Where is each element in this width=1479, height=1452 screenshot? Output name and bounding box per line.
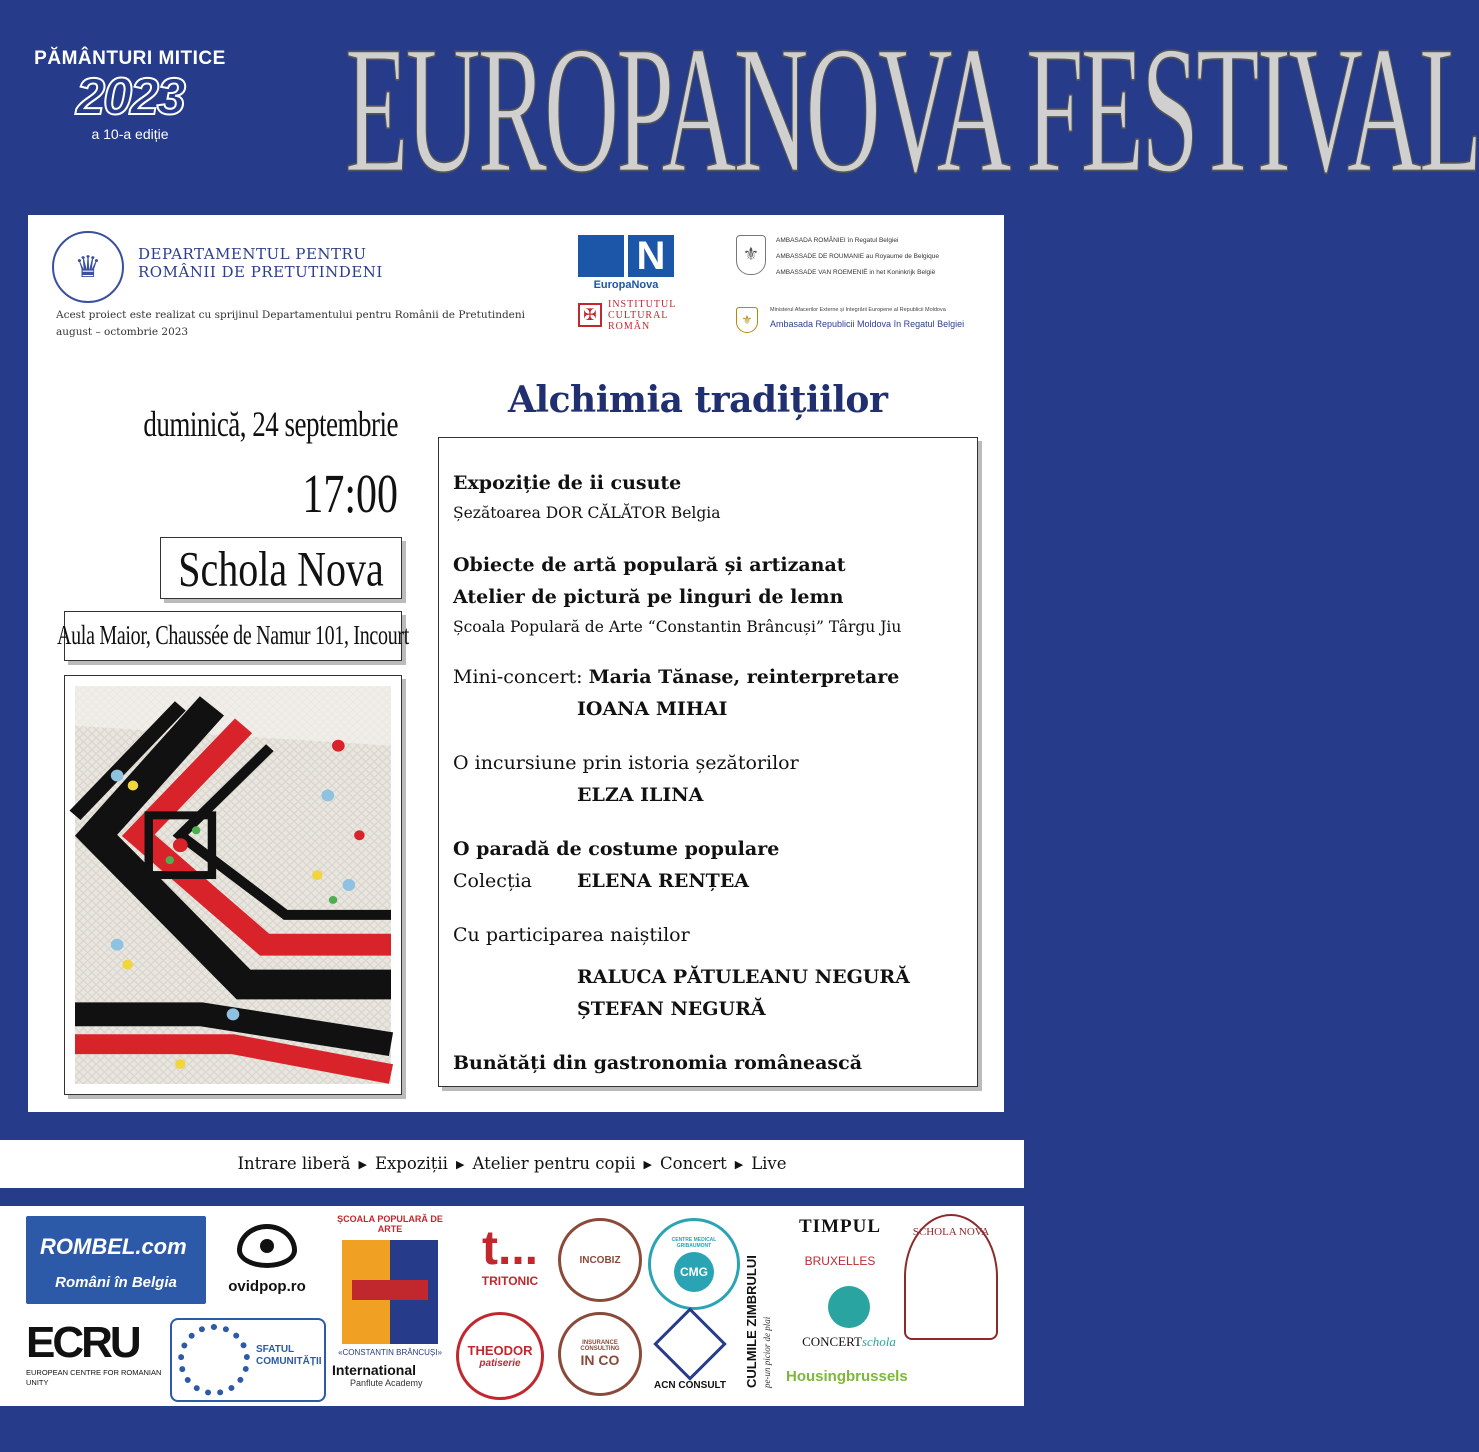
program-item: Atelier de pictură pe linguri de lemn (453, 586, 844, 608)
address-box (56, 611, 410, 661)
program-item: Cu participarea naiștilor (453, 924, 690, 946)
program-item: O paradă de costume populare (453, 838, 780, 860)
embassy-romania-text: AMBASADA ROMÂNIEI în Regatul Belgiei AMBASSADE DE ROUMANIE au Royaume de Belgique AMBASSADE VAN ROEMENIË in het Koninkrijk België (776, 237, 939, 276)
program-item: O incursiune prin istoria șezătorilor (453, 752, 799, 774)
spa-logo (330, 1214, 450, 1364)
ecru-title: ECRU (26, 1318, 139, 1367)
festival-title: EUROPANOVA FESTIVAL (345, 9, 1479, 211)
arrow-right-icon: ▶ (734, 1158, 744, 1171)
program-artist: RALUCA PĂTULEANU NEGURĂ (577, 966, 910, 988)
embroidery-pattern-icon (75, 686, 391, 1084)
housingbrussels-logo: Housingbrussels (786, 1368, 908, 1385)
tritonic-mark: t... (482, 1222, 538, 1275)
edition-sub: a 10-a ediție (91, 126, 169, 142)
rombel-title: ROMBEL.com (40, 1234, 187, 1259)
theodor-logo (456, 1312, 544, 1400)
ovidpop-logo (212, 1224, 322, 1304)
culmile-sub: pe-un picior de plai (762, 1316, 772, 1388)
arrow-right-icon: ▶ (455, 1158, 465, 1171)
sponsors-area (0, 1206, 1024, 1406)
concertschola-text: CONCERTschola (802, 1334, 896, 1349)
program-item: Școala Populară de Arte “Constantin Brâncuși” Târgu Jiu (453, 618, 902, 636)
program-item: Obiecte de artă populară și artizanat (453, 554, 846, 576)
tritonic-logo (470, 1224, 550, 1288)
program-label: Colecția (453, 870, 532, 892)
insurance-logo (558, 1312, 642, 1396)
icr-text: INSTITUTUL CULTURAL ROMÂN (608, 299, 677, 332)
department-name: DEPARTAMENTUL PENTRU ROMÂNII DE PRETUTINDENI (138, 245, 383, 281)
europanova-label: EuropaNova (593, 279, 659, 291)
program-item: Șezătoarea DOR CĂLĂTOR Belgia (453, 504, 721, 522)
venue-name: Schola Nova (178, 539, 384, 597)
main-panel (28, 215, 1004, 1112)
theodor-sub: patiserie (479, 1358, 521, 1369)
panflute-logo (332, 1362, 462, 1388)
globe-icon (178, 1324, 250, 1396)
europanova-logo (578, 235, 678, 295)
insurance-text: IN CO (580, 1352, 620, 1368)
program-item (453, 870, 750, 892)
embassy-moldova-logo (736, 305, 986, 339)
europanova-logo-mark: N (628, 235, 674, 277)
icr-logo (578, 299, 688, 333)
panflute-sub: Panflute Academy (350, 1378, 423, 1388)
embroidery-photo (64, 675, 402, 1095)
government-seal-icon: ♛ (52, 231, 124, 303)
culmile-logo (736, 1220, 786, 1400)
event-time: 17:00 (302, 465, 398, 525)
header (0, 0, 1479, 215)
program-artist: ELENA RENȚEA (577, 870, 750, 892)
romania-crest-icon: ⚜ (736, 235, 766, 275)
moldova-crest-icon: ⚜ (736, 307, 758, 333)
ovidpop-text: ovidpop.ro (228, 1278, 306, 1295)
highlight-item: Atelier pentru copii (472, 1154, 636, 1173)
rombel-logo (26, 1216, 206, 1304)
highlights-strip (0, 1140, 1024, 1188)
program-item: Bunătăți din gastronomia românească (453, 1052, 863, 1074)
spa-top: ȘCOALA POPULARĂ DE ARTE (337, 1214, 443, 1234)
embassy-moldova-ministry: Ministerul Afacerilor Externe și Integrării Europene al Republicii Moldova (770, 307, 946, 313)
program-label: Mini-concert: (453, 666, 589, 688)
europanova-logo-block (578, 235, 624, 277)
icr-cross-icon: ✠ (578, 303, 602, 327)
tritonic-text: TRITONIC (481, 1274, 539, 1288)
arrow-right-icon: ▶ (358, 1158, 367, 1171)
acn-logo (650, 1318, 730, 1398)
spa-bottom: «CONSTANTIN BRÂNCUȘI» (338, 1348, 442, 1357)
ecru-logo (26, 1318, 166, 1402)
cmg-ring-text: CENTRE MEDICAL GRIBAUMONT (671, 1236, 717, 1249)
timpul-logo (790, 1216, 890, 1268)
program-item: Expoziție de ii cusute (453, 472, 682, 494)
wave-icon (828, 1286, 870, 1328)
highlight-item: Concert (660, 1154, 727, 1173)
program-box (438, 437, 978, 1087)
timpul-text: TIMPUL (799, 1216, 881, 1237)
program-artist: IOANA MIHAI (577, 698, 728, 720)
ecru-sub: EUROPEAN CENTRE FOR ROMANIAN UNITY (26, 1368, 162, 1387)
program-title: Alchimia tradițiilor (508, 379, 888, 421)
schola-nova-logo: SCHOLA NOVA (904, 1214, 998, 1340)
event-date: duminică, 24 septembrie (143, 403, 398, 445)
embassy-moldova-name: Ambasada Republicii Moldova în Regatul Belgiei (770, 319, 965, 329)
embassy-romania-logo (736, 233, 986, 283)
incobiz-logo: INCOBIZ (558, 1218, 642, 1302)
spa-mark-icon (342, 1240, 438, 1344)
program-artist: ELZA ILINA (577, 784, 704, 806)
culmile-text: CULMILE ZIMBRULUI (744, 1255, 759, 1388)
venue-box (160, 537, 402, 599)
cmg-text: CMG (674, 1252, 714, 1292)
highlight-item: Live (751, 1154, 787, 1173)
concertschola-logo (784, 1286, 914, 1350)
highlight-item: Expoziții (374, 1154, 448, 1173)
rombel-sub: Români în Belgia (55, 1274, 177, 1291)
panflute-title: International (332, 1362, 417, 1378)
edition-year: 2023 (76, 68, 184, 126)
program-item (453, 666, 899, 688)
edition-badge (30, 48, 230, 142)
acn-diamond-icon (653, 1307, 727, 1381)
sfatul-text: SFATUL COMUNITĂȚII (256, 1344, 322, 1367)
theodor-text: THEODOR (467, 1343, 533, 1358)
cmg-logo (648, 1218, 740, 1310)
acn-text: ACN CONSULT (653, 1380, 727, 1391)
timpul-sub: BRUXELLES (804, 1254, 876, 1268)
program-artist: ȘTEFAN NEGURĂ (577, 998, 766, 1020)
edition-top: PĂMÂNTURI MITICE (34, 48, 226, 69)
highlight-item: Intrare liberă (237, 1154, 351, 1173)
insurance-ring-text: INSURANCE CONSULTING (580, 1340, 620, 1352)
sfatul-logo (170, 1318, 326, 1402)
venue-address: Aula Maior, Chaussée de Namur 101, Incourt (56, 620, 410, 651)
support-note: Acest proiect este realizat cu sprijinul Departamentului pentru Românii de Pretutindeni august – octombrie 2023 (56, 309, 526, 338)
arrow-right-icon: ▶ (643, 1158, 653, 1171)
program-performer: Maria Tănase, reinterpretare (588, 666, 900, 688)
eye-icon (237, 1224, 297, 1268)
